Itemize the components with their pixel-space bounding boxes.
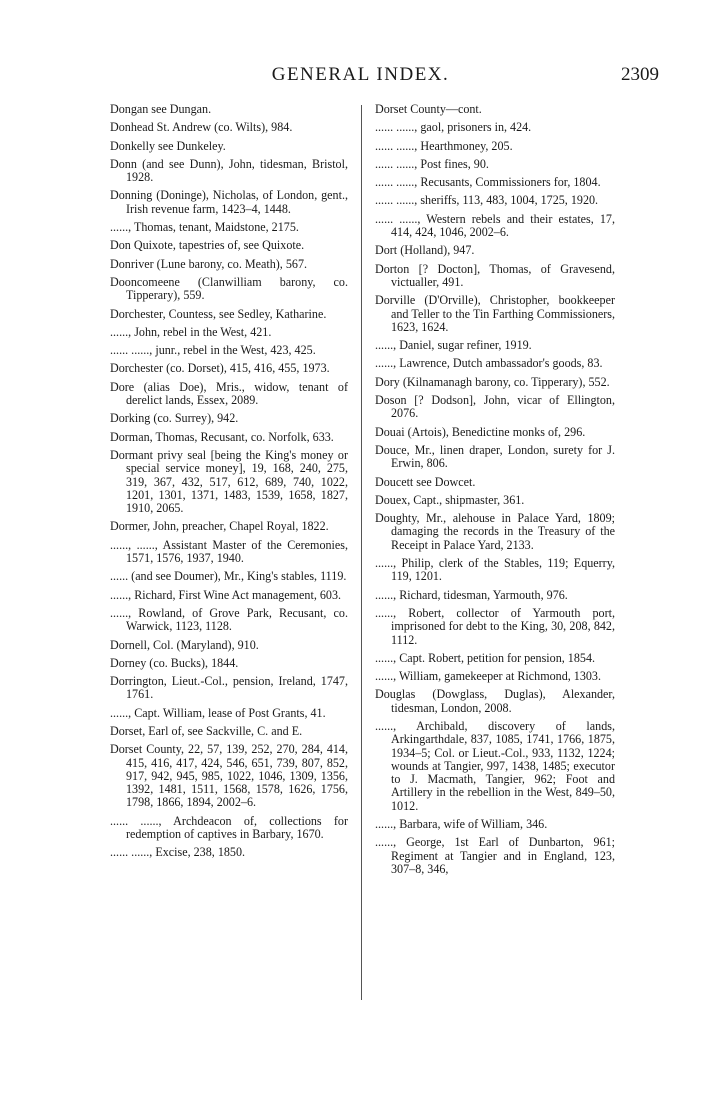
index-entry: ......, Archibald, discovery of lands, Arkingarthdale, 837, 1085, 1741, 1766, 1875, 1934–5; Col. or Lieut.-Col., 933, 1132, 1224; wounds at Tangier, 997, 1438, 1485; executor to J. Macmath, Tangier, 962; Foot and Artillery in the rebellion in the West, 849–50, 1012. (375, 718, 615, 813)
index-entry: ...... ......, sheriffs, 113, 483, 1004, 1725, 1920. (375, 193, 599, 208)
index-entry: Dornell, Col. (Maryland), 910. (110, 637, 259, 652)
index-entry: Dorney (co. Bucks), 1844. (110, 655, 239, 670)
index-entry: ......, George, 1st Earl of Dunbarton, 961; Regiment at Tangier and in England, 123, 307–8, 346, (375, 835, 615, 876)
index-entry: Dore (alias Doe), Mris., widow, tenant of derelict lands, Essex, 2089. (110, 379, 348, 408)
index-entry: ......, Barbara, wife of William, 346. (375, 817, 548, 832)
index-entry: ......, ......, Assistant Master of the Ceremonies, 1571, 1576, 1937, 1940. (110, 537, 348, 566)
index-entry: Dorville (D'Orville), Christopher, bookkeeper and Teller to the Tin Farthing Commissioners, 1623, 1624. (375, 293, 615, 334)
index-entry: Douex, Capt., shipmaster, 361. (375, 492, 525, 507)
index-entry: ......, Richard, tidesman, Yarmouth, 976. (375, 587, 568, 602)
index-entry: ...... ......, gaol, prisoners in, 424. (375, 120, 532, 135)
index-entry: ...... ......, Recusants, Commissioners for, 1804. (375, 175, 601, 190)
index-entry: Doucett see Dowcet. (375, 474, 476, 489)
index-entry: ......, Capt. Robert, petition for pension, 1854. (375, 650, 596, 665)
page-title: GENERAL INDEX. (271, 64, 450, 85)
index-entry: Dormer, John, preacher, Chapel Royal, 1822. (110, 519, 329, 534)
index-entry: Dorchester (co. Dorset), 415, 416, 455, 1973. (110, 361, 330, 376)
index-entry: Dorton [? Docton], Thomas, of Gravesend, victualler, 491. (375, 261, 615, 289)
index-entry: ......, Rowland, of Grove Park, Recusant, co. Warwick, 1123, 1128. (110, 605, 348, 634)
index-entry: ...... ......, Western rebels and their estates, 17, 414, 424, 1046, 2002–6. (375, 211, 615, 240)
index-entry: Dooncomeene (Clanwilliam barony, co. Tipperary), 559. (110, 274, 348, 303)
index-entry: Dorset County—cont. (375, 102, 482, 116)
index-entry: Doughty, Mr., alehouse in Palace Yard, 1809; damaging the records in the Treasury of the Receipt in Palace Yard, 2133. (375, 511, 615, 552)
index-entry: Donriver (Lune barony, co. Meath), 567. (110, 256, 308, 271)
index-entry: Douai (Artois), Benedictine monks of, 296. (375, 424, 586, 439)
index-entry: Donn (and see Dunn), John, tidesman, Bristol, 1928. (110, 156, 348, 185)
page-number: 2309 (621, 64, 659, 85)
index-entry: ...... ......, Hearthmoney, 205. (375, 138, 513, 153)
index-entry: Dory (Kilnamanagh barony, co. Tipperary), 552. (375, 374, 610, 389)
index-entry: ......, William, gamekeeper at Richmond, 1303. (375, 669, 601, 684)
index-entry: Doson [? Dodson], John, vicar of Ellington, 2076. (375, 393, 615, 421)
index-entry: ...... ......, Archdeacon of, collections for redemption of captives in Barbary, 1670. (110, 813, 348, 842)
column-divider (361, 105, 362, 1000)
index-entry: Dorking (co. Surrey), 942. (110, 411, 239, 426)
index-entry: Douce, Mr., linen draper, London, surety for J. Erwin, 806. (375, 442, 615, 471)
index-entry: Donning (Doninge), Nicholas, of London, gent., Irish revenue farm, 1423–4, 1448. (110, 188, 348, 216)
index-entry: ......, Lawrence, Dutch ambassador's goods, 83. (375, 356, 603, 371)
index-entry: ......, Capt. William, lease of Post Grants, 41. (110, 705, 326, 720)
index-entry: Don Quixote, tapestries of, see Quixote. (110, 238, 305, 253)
page-header (0, 64, 721, 94)
index-entry: Dorset, Earl of, see Sackville, C. and E. (110, 723, 303, 738)
index-entry: Donhead St. Andrew (co. Wilts), 984. (110, 120, 293, 135)
index-entry: Donkelly see Dunkeley. (110, 138, 226, 153)
index-entry: ......, Richard, First Wine Act management, 603. (110, 587, 342, 602)
index-entry: ......, Daniel, sugar refiner, 1919. (375, 338, 532, 353)
index-entry: ......, Philip, clerk of the Stables, 119; Equerry, 119, 1201. (375, 556, 615, 584)
index-entry: Dorset County, 22, 57, 139, 252, 270, 284, 414, 415, 416, 417, 424, 546, 651, 739, 807, 852, 917, 942, 945, 985, 1022, 1046, 1309, 1356, 1392, 1481, 1511, 1568, 1578, 1626, 1756, 1798, 1866, 1894, 2002–6. (110, 742, 348, 810)
index-entry: ......, John, rebel in the West, 421. (110, 324, 272, 339)
index-entry: ...... (and see Doumer), Mr., King's stables, 1119. (110, 569, 347, 584)
left-index-column (110, 103, 348, 865)
index-entry: ...... ......, Post fines, 90. (375, 156, 489, 171)
right-index-column (375, 103, 615, 881)
index-entry: ...... ......, junr., rebel in the West, 423, 425. (110, 343, 316, 358)
index-entry: Dort (Holland), 947. (375, 243, 475, 258)
index-entry: ......, Thomas, tenant, Maidstone, 2175. (110, 220, 299, 235)
index-entry: Dorman, Thomas, Recusant, co. Norfolk, 633. (110, 429, 334, 444)
index-entry: Dormant privy seal [being the King's money or special service money], 19, 168, 240, 275, 319, 367, 432, 517, 612, 689, 740, 1022, 1201, 1301, 1371, 1483, 1539, 1658, 1827, 1910, 2065. (110, 447, 348, 516)
index-entry: ...... ......, Excise, 238, 1850. (110, 845, 246, 860)
index-entry: Dongan see Dungan. (110, 102, 212, 116)
index-entry: Dorrington, Lieut.-Col., pension, Ireland, 1747, 1761. (110, 674, 348, 702)
index-entry: ......, Robert, collector of Yarmouth port, imprisoned for debt to the King, 30, 208, 842, 1112. (375, 605, 615, 647)
index-entry: Douglas (Dowglass, Duglas), Alexander, tidesman, London, 2008. (375, 687, 615, 715)
index-entry: Dorchester, Countess, see Sedley, Katharine. (110, 306, 327, 321)
